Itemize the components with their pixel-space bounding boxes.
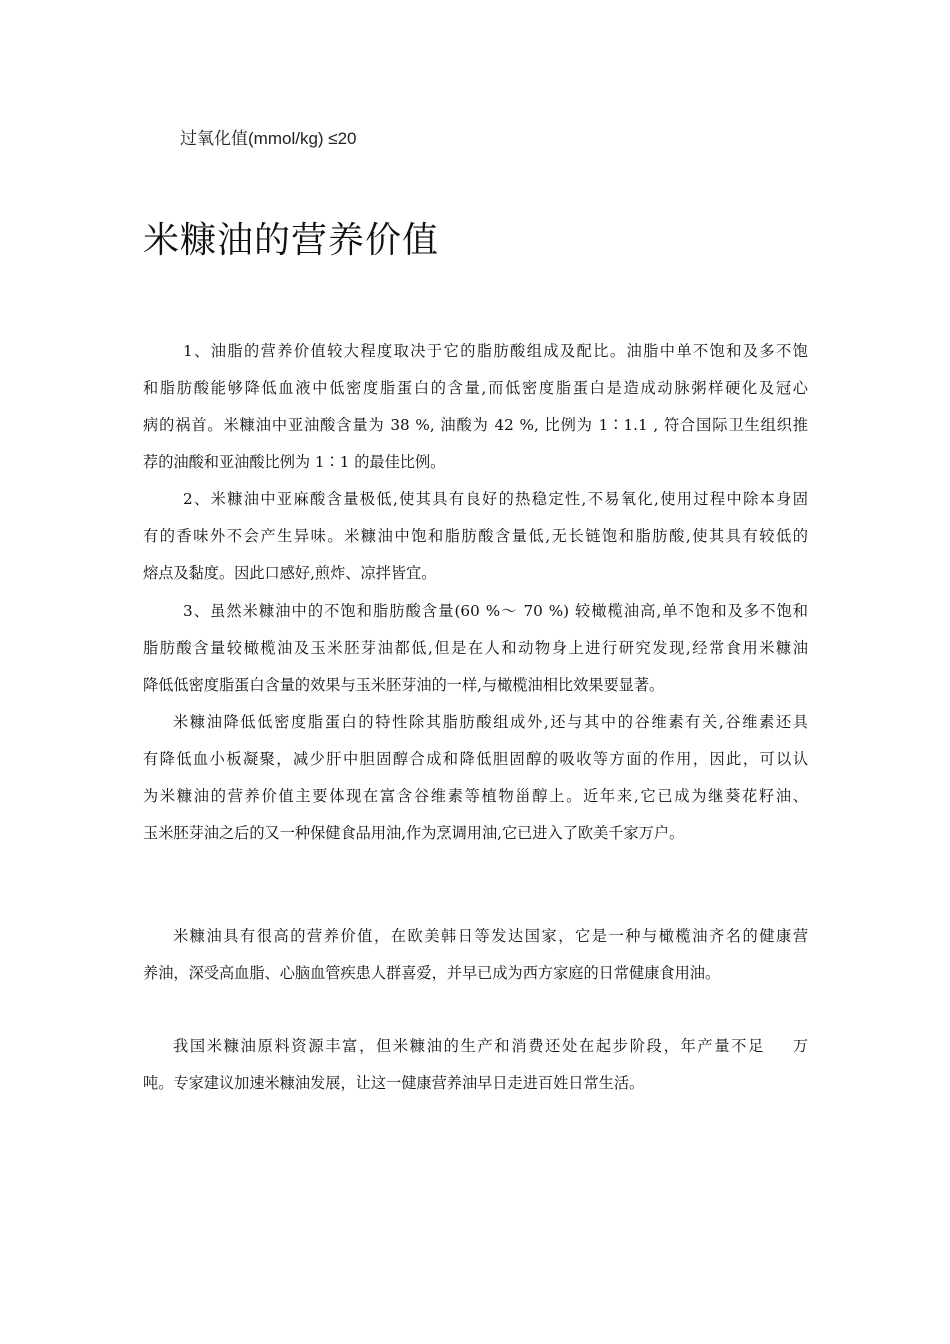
text-line: 为米糠油的营养价值主要体现在富含谷维素等植物甾醇上。近年来,它已成为继葵花籽油、 [143, 787, 808, 805]
paragraph-development [143, 1028, 808, 1102]
text-line: 有降低血小板凝聚，减少肝中胆固醇合成和降低胆固醇的吸收等方面的作用，因此，可以认 [143, 750, 808, 768]
paragraph-thermal-stability [143, 481, 808, 592]
paragraph-fatty-acid-ratio [143, 333, 808, 481]
text-fragment: 我国米糠油原料资源丰富，但米糠油的生产和消费还处在起步阶段，年产量不足 [173, 1037, 766, 1055]
text-line: 米糠油降低低密度脂蛋白的特性除其脂肪酸组成外,还与其中的谷维素有关,谷维素还具 [173, 713, 808, 731]
text-line: 病的祸首。米糠油中亚油酸含量为 38 %, 油酸为 42 %, 比例为 1∶1.1 , 符合国际卫生组织推 [143, 416, 808, 434]
peroxide-value-line: 过氧化值(mmol/kg) ≤20 [180, 129, 357, 148]
text-line: 有的香味外不会产生异味。米糠油中饱和脂肪酸含量低,无长链饱和脂肪酸,使其具有较低的 [143, 527, 808, 545]
text-fragment: 万 [791, 1037, 808, 1055]
text-line: 降低低密度脂蛋白含量的效果与玉米胚芽油的一样,与橄榄油相比效果要显著。 [143, 676, 665, 694]
text-line: 玉米胚芽油之后的又一种保健食品用油,作为烹调用油,它已进入了欧美千家万户。 [143, 824, 685, 842]
text-line: 养油，深受高血脂、心脑血管疾患人群喜爱，并早已成为西方家庭的日常健康食用油。 [143, 964, 721, 982]
text-line: 米糠油具有很高的营养价值，在欧美韩日等发达国家，它是一种与橄榄油齐名的健康营 [173, 927, 808, 945]
text-line [143, 1028, 808, 1065]
text-line: 熔点及黏度。因此口感好,煎炸、凉拌皆宜。 [143, 564, 437, 582]
section-title: 米糠油的营养价值 [143, 220, 440, 261]
paragraph-unsaturated-fat [143, 593, 808, 704]
text-line: 2、米糠油中亚麻酸含量极低,使其具有良好的热稳定性,不易氧化,使用过程中除本身固 [183, 490, 808, 508]
text-line: 脂肪酸含量较橄榄油及玉米胚芽油都低,但是在人和动物身上进行研究发现,经常食用米糠油 [143, 639, 808, 657]
text-line: 和脂肪酸能够降低血液中低密度脂蛋白的含量,而低密度脂蛋白是造成动脉粥样硬化及冠心 [143, 379, 808, 397]
paragraph-oryzanol [143, 704, 808, 852]
text-line: 吨。专家建议加速米糠油发展，让这一健康营养油早日走进百姓日常生活。 [143, 1074, 645, 1092]
text-line: 3、虽然米糠油中的不饱和脂肪酸含量(60 %～ 70 %) 较橄榄油高,单不饱和及多不饱和 [183, 602, 808, 620]
text-line: 1、油脂的营养价值较大程度取决于它的脂肪酸组成及配比。油脂中单不饱和及多不饱 [183, 342, 808, 360]
paragraph-health-value [143, 918, 808, 992]
text-line: 荐的油酸和亚油酸比例为 1∶1 的最佳比例。 [143, 453, 446, 471]
